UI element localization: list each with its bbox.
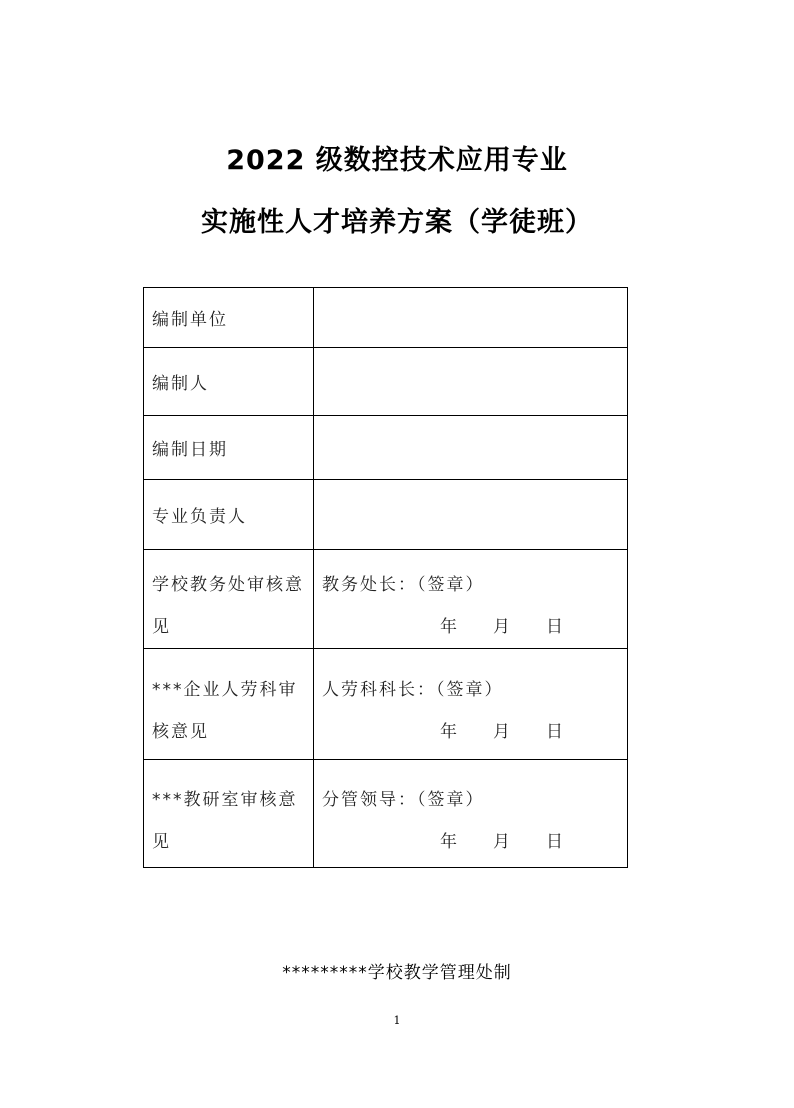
- form-row-compile-date: [144, 416, 628, 480]
- form-row-compiling-unit: [144, 288, 628, 348]
- approval-row-enterprise-hr: [144, 649, 628, 760]
- document-title-line-2: 实施性人才培养方案（学徒班）: [201, 207, 593, 238]
- form-label: 编制日期: [144, 416, 314, 480]
- date-line: [322, 711, 619, 753]
- form-row-compiler: [144, 348, 628, 416]
- form-value-field[interactable]: [314, 416, 628, 480]
- approval-row-academic-affairs: [144, 550, 628, 649]
- date-line: [322, 606, 619, 648]
- signer-line: 分管领导：（签章）: [322, 789, 485, 810]
- signer-line: 教务处长：（签章）: [322, 575, 485, 595]
- year-label: 年: [440, 617, 459, 637]
- form-row-program-head: [144, 480, 628, 550]
- approval-sign-cell[interactable]: [314, 760, 628, 868]
- approval-sign-cell[interactable]: [314, 649, 628, 760]
- year-label: 年: [440, 722, 459, 742]
- page-number: 1: [393, 1014, 401, 1027]
- form-label: 编制单位: [144, 288, 314, 348]
- approval-sign-cell[interactable]: [314, 550, 628, 649]
- form-value-field[interactable]: [314, 288, 628, 348]
- signer-line: 人劳科科长：（签章）: [322, 680, 504, 700]
- form-label: 专业负责人: [144, 480, 314, 550]
- form-label: 编制人: [144, 348, 314, 416]
- approval-label: ***企业人劳科审核意见: [144, 649, 314, 760]
- form-value-field[interactable]: [314, 348, 628, 416]
- approval-label: ***教研室审核意见: [144, 760, 314, 868]
- month-label: 月: [493, 617, 512, 637]
- approval-row-teaching-office: [144, 760, 628, 868]
- day-label: 日: [546, 831, 565, 852]
- day-label: 日: [546, 722, 565, 742]
- issuer-footer: *********学校教学管理处制: [282, 963, 512, 983]
- day-label: 日: [546, 617, 565, 637]
- document-title-line-1: 2022 级数控技术应用专业: [226, 145, 568, 176]
- form-value-field[interactable]: [314, 480, 628, 550]
- date-line: [322, 821, 619, 863]
- year-label: 年: [440, 831, 459, 852]
- approval-form-table: [143, 287, 628, 868]
- month-label: 月: [493, 831, 512, 852]
- month-label: 月: [493, 722, 512, 742]
- approval-label: 学校教务处审核意见: [144, 550, 314, 649]
